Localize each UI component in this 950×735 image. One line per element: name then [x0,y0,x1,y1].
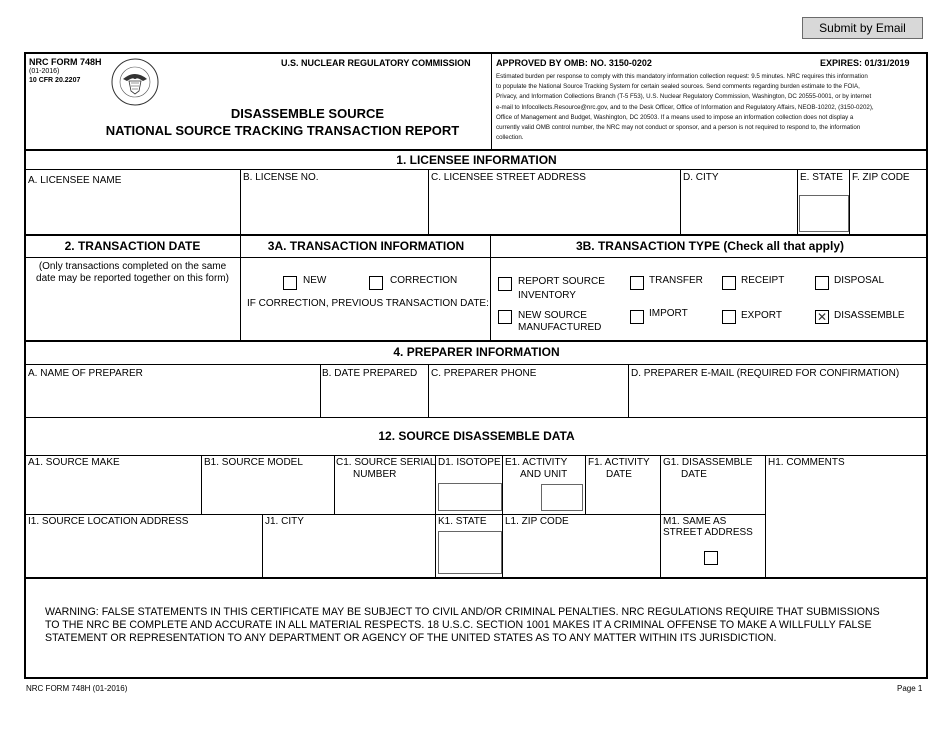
new-source-label-2: MANUFACTURED [518,322,602,333]
section-12-title: 12. SOURCE DISASSEMBLE DATA [378,429,575,443]
disassemble-date-label-2: DATE [681,469,707,480]
header-divider [491,53,492,149]
location-state-label: K1. STATE [438,516,487,527]
city-label: D. CITY [683,172,719,183]
location-state-input[interactable] [438,531,502,574]
location-zip-label: L1. ZIP CODE [505,516,569,527]
preparer-email-label: D. PREPARER E-MAIL (REQUIRED FOR CONFIRMATION) [631,368,900,379]
disassemble-date-label-1: G1. DISASSEMBLE [663,457,753,468]
transaction-date-note-2: date may be reported together on this form) [36,273,229,284]
agency-name: U.S. NUCLEAR REGULATORY COMMISSION [281,58,471,68]
street-address-label: C. LICENSEE STREET ADDRESS [431,172,586,183]
new-source-manufactured-checkbox[interactable] [498,310,512,324]
license-no-label: B. LICENSE NO. [243,172,319,183]
serial-number-label-2: NUMBER [353,469,397,480]
disposal-label: DISPOSAL [834,275,885,286]
previous-date-label: IF CORRECTION, PREVIOUS TRANSACTION DATE: [247,298,489,309]
form-date: (01-2016) [29,68,60,75]
state-input[interactable] [799,195,849,232]
correction-checkbox[interactable] [369,276,383,290]
section-3b-title: 3B. TRANSACTION TYPE (Check all that apply) [575,239,845,253]
new-label: NEW [303,275,327,286]
serial-number-label-1: C1. SOURCE SERIAL [336,457,436,468]
comments-label: H1. COMMENTS [768,457,845,468]
nrc-seal-icon [110,57,160,107]
receipt-checkbox[interactable] [722,276,736,290]
section-3a-title: 3A. TRANSACTION INFORMATION [267,239,465,253]
section-2-title: 2. TRANSACTION DATE [64,239,201,253]
cfr-reference: 10 CFR 20.2207 [29,77,81,84]
report-source-label-2: INVENTORY [518,290,576,301]
footer-form-id: NRC FORM 748H (01-2016) [26,684,128,693]
correction-label: CORRECTION [390,275,458,286]
export-label: EXPORT [741,310,782,321]
activity-date-label-1: F1. ACTIVITY [588,457,650,468]
section-4-title: 4. PREPARER INFORMATION [393,345,560,359]
new-checkbox[interactable] [283,276,297,290]
disassemble-label: DISASSEMBLE [834,310,905,321]
zip-code-label: F. ZIP CODE [852,172,910,183]
export-checkbox[interactable] [722,310,736,324]
source-make-label: A1. SOURCE MAKE [28,457,120,468]
activity-unit-label-1: E1. ACTIVITY [505,457,568,468]
section-1-title: 1. LICENSEE INFORMATION [396,153,557,167]
import-label: IMPORT [649,308,688,319]
isotope-input[interactable] [438,483,502,511]
form-id: NRC FORM 748H [29,57,102,67]
activity-unit-input[interactable] [541,484,583,511]
submit-by-email-button[interactable]: Submit by Email [802,17,923,39]
disposal-checkbox[interactable] [815,276,829,290]
source-model-label: B1. SOURCE MODEL [204,457,303,468]
same-as-street-checkbox[interactable] [704,551,718,565]
report-source-inventory-checkbox[interactable] [498,277,512,291]
preparer-name-label: A. NAME OF PREPARER [28,368,143,379]
transfer-label: TRANSFER [649,275,703,286]
checkmark-x-icon: ✕ [816,310,828,324]
receipt-label: RECEIPT [741,275,785,286]
expiration-date: EXPIRES: 01/31/2019 [820,58,910,68]
activity-date-label-2: DATE [606,469,632,480]
state-label: E. STATE [800,172,843,183]
location-city-label: J1. CITY [265,516,304,527]
same-as-street-label-2: STREET ADDRESS [663,527,753,538]
disassemble-checkbox[interactable] [815,310,829,324]
form-title-1: DISASSEMBLE SOURCE [230,106,385,121]
form-frame [24,52,928,679]
transfer-checkbox[interactable] [630,276,644,290]
omb-approval: APPROVED BY OMB: NO. 3150-0202 [496,58,652,68]
burden-statement: Estimated burden per response to comply with this mandatory information collection request: 9.5 minutes. NRC requires this information to populate the National Source Tracking System for certain sealed sources. Send comments regarding burden estimate to the FOIA, Privacy, and Information Collections Branch (T-5 F53), U.S. Nuclear Regulatory Commission, Washington, DC 20555-0001, or by internet e-mail to Infocollects.Resource@nrc.gov, and to the Desk Officer, Office of Information and Regulatory Affairs, NEOB-10202, (3150-0202), Office of Management and Budget, Washington, DC 20503. If a means used to impose an information collection does not display a currently valid OMB control number, the NRC may not conduct or sponsor, and a person is not required to respond to, the information collection. [496,73,874,142]
licensee-name-label: A. LICENSEE NAME [28,175,122,186]
warning-statement: WARNING: FALSE STATEMENTS IN THIS CERTIFICATE MAY BE SUBJECT TO CIVIL AND/OR CRIMINAL PENALTIES. NRC REGULATIONS REQUIRE THAT SUBMISSIONS TO THE NRC BE COMPLETE AND ACCURATE IN ALL MATERIAL RESPECTS. 18 U.S.C. SECTION 1001 MAKES IT A CRIMINAL OFFENSE TO MAKE A WILLFULLY FALSE STATEMENT OR REPRESENTATION TO ANY DEPARTMENT OR AGENCY OF THE UNITED STATES AS TO ANY MATTER WITHIN ITS JURISDICTION. [45,606,880,644]
date-prepared-label: B. DATE PREPARED [322,368,418,379]
same-as-street-label-1: M1. SAME AS [663,516,727,527]
new-source-label-1: NEW SOURCE [518,310,587,321]
transaction-date-note-1: (Only transactions completed on the same [38,261,227,272]
isotope-label: D1. ISOTOPE [438,457,501,468]
form-title-2: NATIONAL SOURCE TRACKING TRANSACTION REPORT [105,123,460,138]
page-number: Page 1 [897,684,923,693]
preparer-phone-label: C. PREPARER PHONE [431,368,537,379]
source-location-label: I1. SOURCE LOCATION ADDRESS [28,516,189,527]
activity-unit-label-2: AND UNIT [520,469,568,480]
import-checkbox[interactable] [630,310,644,324]
report-source-label-1: REPORT SOURCE [518,276,605,287]
